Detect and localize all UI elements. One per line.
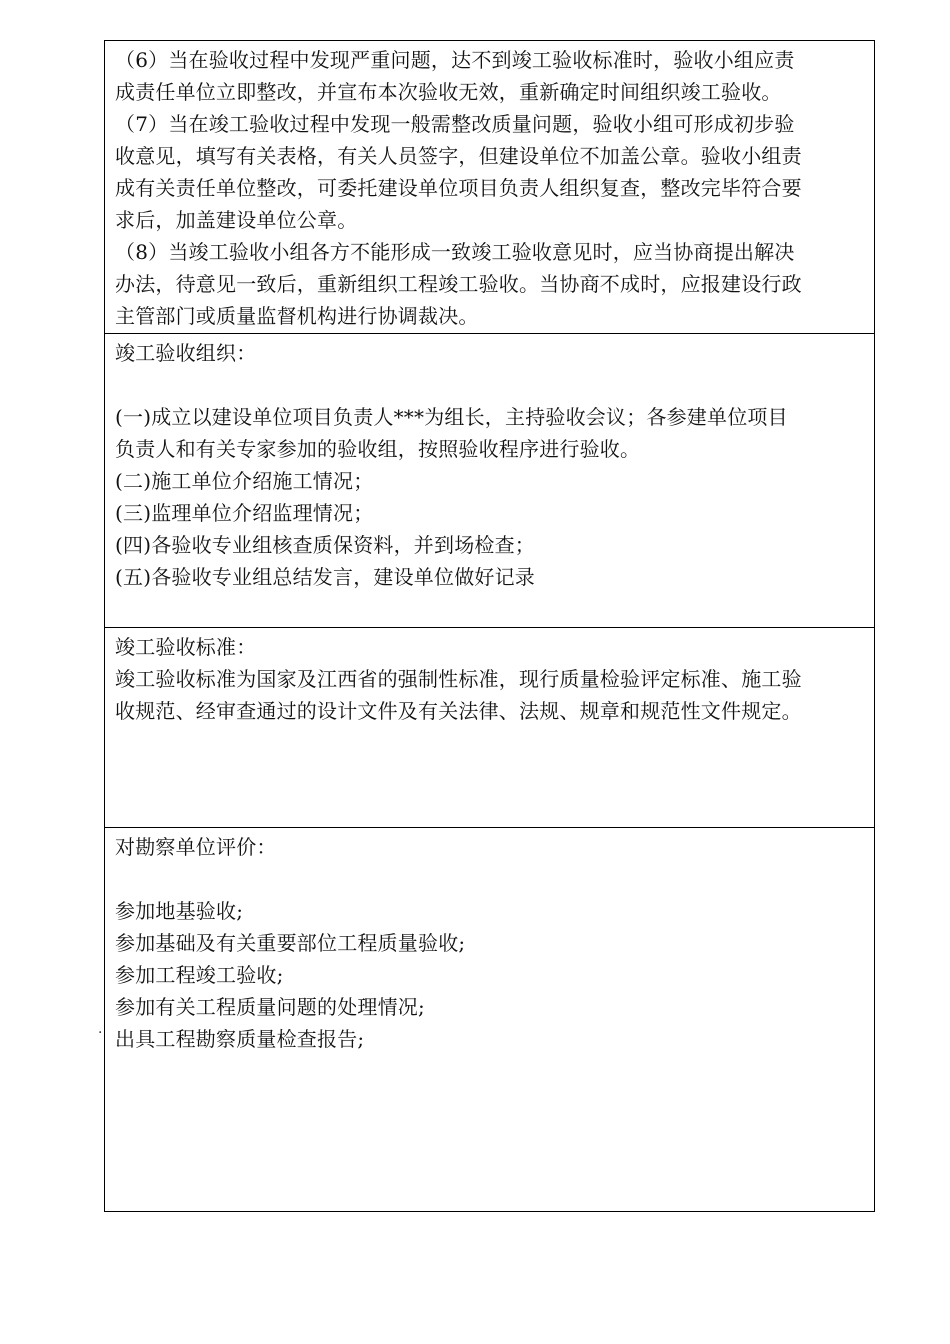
procedure-cell	[105, 41, 874, 333]
procedure-line: （7）当在竣工验收过程中发现一般需整改质量问题，验收小组可形成初步验	[115, 112, 795, 136]
stray-dot-mark: ·	[98, 1025, 103, 1041]
standard-heading: 竣工验收标准：	[115, 635, 257, 659]
procedure-line: 成有关责任单位整改，可委托建设单位项目负责人组织复查，整改完毕符合要	[115, 176, 802, 200]
procedure-line: （6）当在验收过程中发现严重问题，达不到竣工验收标准时，验收小组应责	[115, 48, 795, 72]
procedure-line: （8）当竣工验收小组各方不能形成一致竣工验收意见时，应当协商提出解决	[115, 240, 795, 264]
survey-line: 参加地基验收;	[115, 899, 244, 923]
organization-line: 负责人和有关专家参加的验收组，按照验收程序进行验收。	[115, 437, 641, 461]
procedure-line: 办法，待意见一致后，重新组织工程竣工验收。当协商不成时，应报建设行政	[115, 272, 802, 296]
blank-line	[115, 863, 866, 895]
organization-line: (五)各验收专业组总结发言，建设单位做好记录	[115, 565, 536, 589]
organization-line: (一)成立以建设单位项目负责人***为组长，主持验收会议；各参建单位项目	[115, 405, 788, 429]
survey-heading: 对勘察单位评价：	[115, 835, 277, 859]
procedure-line: 主管部门或质量监督机构进行协调裁决。	[115, 304, 479, 328]
blank-line	[115, 369, 866, 401]
survey-line: 参加工程竣工验收;	[115, 963, 284, 987]
organization-cell	[105, 333, 874, 627]
organization-line: (三)监理单位介绍监理情况；	[115, 501, 374, 525]
procedure-line: 成责任单位立即整改，并宣布本次验收无效，重新确定时间组织竣工验收。	[115, 80, 782, 104]
standard-line: 收规范、经审查通过的设计文件及有关法律、法规、规章和规范性文件规定。	[115, 699, 802, 723]
survey-evaluation-cell	[105, 827, 874, 1211]
survey-line: 参加有关工程质量问题的处理情况;	[115, 995, 425, 1019]
survey-line: 参加基础及有关重要部位工程质量验收;	[115, 931, 466, 955]
standard-line: 竣工验收标准为国家及江西省的强制性标准，现行质量检验评定标准、施工验	[115, 667, 802, 691]
standard-cell	[105, 627, 874, 827]
organization-heading: 竣工验收组织：	[115, 341, 257, 365]
organization-line: (二)施工单位介绍施工情况；	[115, 469, 374, 493]
acceptance-form-table	[104, 40, 875, 1212]
survey-line: 出具工程勘察质量检查报告;	[115, 1027, 365, 1051]
procedure-line: 求后，加盖建设单位公章。	[115, 208, 358, 232]
organization-line: (四)各验收专业组核查质保资料，并到场检查；	[115, 533, 536, 557]
procedure-line: 收意见，填写有关表格，有关人员签字，但建设单位不加盖公章。验收小组责	[115, 144, 802, 168]
